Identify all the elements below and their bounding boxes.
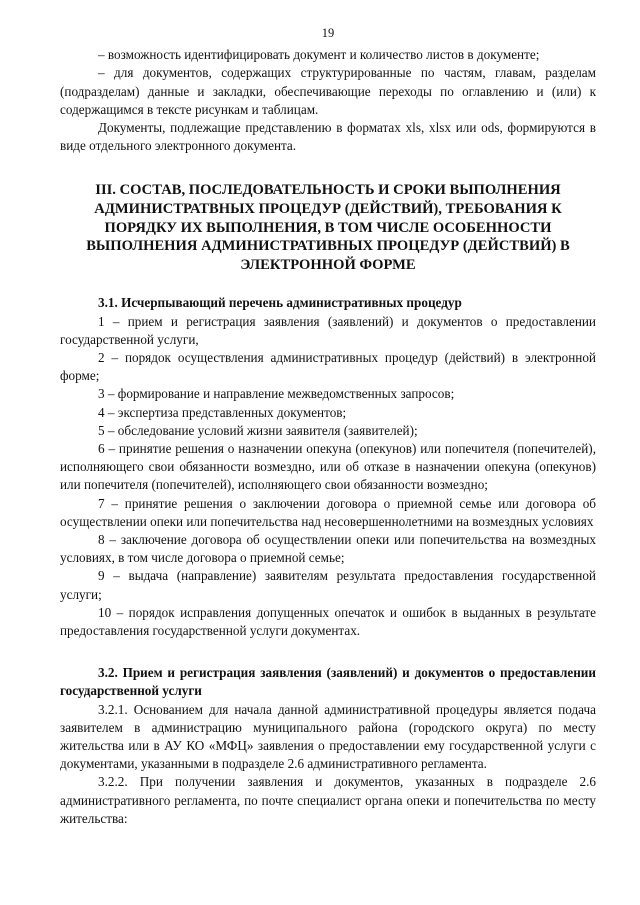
paragraph-3-2-2: 3.2.2. При получении заявления и документов, указанных в подразделе 2.6 административного регламента, по почте специалист органа опеки и попечительства по месту жительства: [60,774,596,826]
procedure-item-9: 9 – выдача (направление) заявителям результата предоставления государственной услуги; [60,568,596,602]
procedure-item-5: 5 – обследование условий жизни заявителя (заявителей); [98,422,418,438]
section-title: III. СОСТАВ, ПОСЛЕДОВАТЕЛЬНОСТЬ И СРОКИ ВЫПОЛНЕНИЯ АДМИНИСТРАТВНЫХ ПРОЦЕДУР (ДЕЙСТВИЙ), ТРЕБОВАНИЯ К ПОРЯДКУ ИХ ВЫПОЛНЕНИЯ, В ТОМ ЧИСЛЕ ОСОБЕННОСТИ ВЫПОЛНЕНИЯ АДМИНИСТРАТИВНЫХ ПРОЦЕДУР (ДЕЙСТВИЙ) В ЭЛЕКТРОННОЙ ФОРМЕ [86,182,570,273]
procedure-item-10: 10 – порядок исправления допущенных опечаток и ошибок в выданных в результате предоставления государственной услуги документах. [60,604,596,639]
intro-paragraph-1: – возможность идентифицировать документ и количество листов в документе; [98,47,540,63]
procedure-item-1: 1 – прием и регистрация заявления (заявлений) и документов о предоставлении государственной услуги, [60,313,596,347]
intro-paragraph-2: – для документов, содержащих структурированные по частям, главам, разделам (подразделам) данные и закладки, обеспечивающие переходы по оглавлению и (или) к содержащимся в тексте рисункам и таблицам. [60,65,596,117]
procedure-item-4: 4 – экспертиза представленных документов; [98,404,347,420]
procedure-item-2: 2 – порядок осуществления административных процедур (действий) в электронной форме; [60,350,596,384]
page-number: 19 [321,26,335,40]
subsection-3-2-title: 3.2. Прием и регистрация заявления (заявлений) и документов о предоставлении государственной услуги [60,665,596,699]
subsection-3-1-title: 3.1. Исчерпывающий перечень административных процедур [98,295,462,311]
paragraph-3-2-1: 3.2.1. Основанием для начала данной административной процедуры является подача заявителем в администрацию муниципального района (городского округа) по месту жительства или в АУ КО «МФЦ» заявления о предоставлении ему государственной услуги с документами, указанными в подразделе 2.6 административного регламента. [60,701,596,772]
procedure-item-3: 3 – формирование и направление межведомственных запросов; [98,386,455,402]
procedure-item-8: 8 – заключение договора об осуществлении опеки или попечительства на возмездных условиях, в том числе договора о приемной семье; [60,532,596,566]
intro-paragraph-3: Документы, подлежащие представлению в форматах xls, xlsx или ods, формируются в виде отдельного электронного документа. [60,120,596,154]
procedure-item-7: 7 – принятие решения о заключении договора о приемной семье или договора об осуществлении опеки или попечительства над несовершеннолетними на возмездных условиях [60,495,596,529]
procedure-item-6: 6 – принятие решения о назначении опекуна (опекунов) или попечителя (попечителей), исполняющего свои обязанности возмездно, или об отказе в назначении опекуна (опекунов) или попечителя (попечителей), исполняющего свои обязанности возмездно; [60,441,596,493]
